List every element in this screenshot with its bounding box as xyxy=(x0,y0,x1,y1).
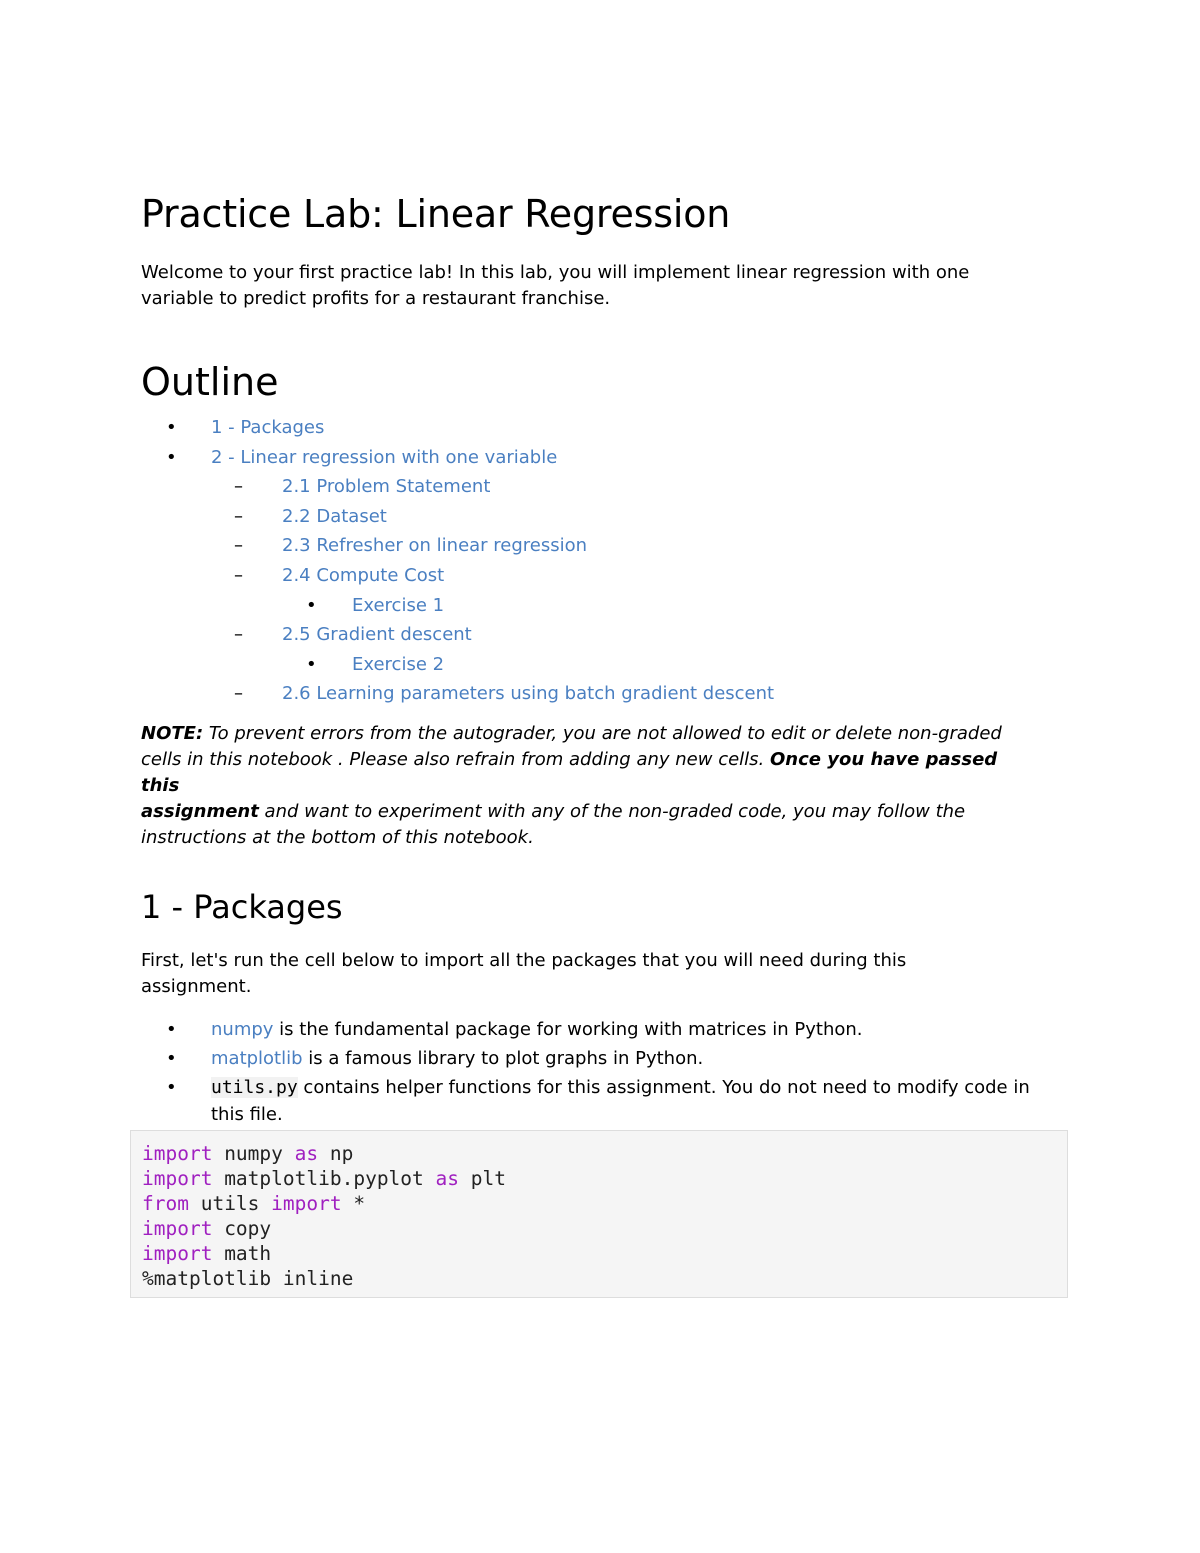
note-text-4: instructions at the bottom of this notebook. xyxy=(141,827,534,848)
bullet-icon: • xyxy=(306,653,317,675)
note-label: NOTE: xyxy=(141,723,204,744)
code-line xyxy=(142,1216,1067,1241)
outline-item xyxy=(141,591,1041,621)
bullet-icon: • xyxy=(166,417,177,438)
outline-item xyxy=(141,413,1041,443)
note-text-2: cells in this notebook . Please also refrain from adding any new cells. xyxy=(141,749,770,770)
dash-icon: – xyxy=(234,476,243,498)
code-line xyxy=(142,1191,1067,1216)
outline-link[interactable]: 2.5 Gradient descent xyxy=(282,624,472,646)
intro-line-2: variable to predict profits for a restaurant franchise. xyxy=(141,288,611,309)
dash-icon: – xyxy=(234,505,243,527)
intro-line-1: Welcome to your first practice lab! In this lab, you will implement linear regression with one xyxy=(141,262,970,283)
outline-link[interactable]: Exercise 1 xyxy=(352,594,445,616)
list-item xyxy=(141,1074,1041,1128)
code-keyword: from xyxy=(142,1192,189,1215)
outline-item xyxy=(141,443,1041,473)
bullet-icon: • xyxy=(166,446,177,468)
list-item xyxy=(141,1045,1041,1072)
note-bold-2: assignment xyxy=(141,801,259,822)
code-text: math xyxy=(212,1242,272,1265)
outline-item xyxy=(141,679,1041,709)
note-paragraph xyxy=(141,721,1041,851)
note-text-3: and want to experiment with any of the non-graded code, you may follow the xyxy=(258,801,966,822)
outline-item xyxy=(141,561,1041,591)
outline-list xyxy=(141,413,1041,709)
numpy-link[interactable]: numpy xyxy=(211,1019,274,1040)
note-bold-1: Once you have passed this xyxy=(141,749,998,796)
code-line xyxy=(142,1241,1067,1266)
outline-link[interactable]: 1 - Packages xyxy=(211,417,325,438)
outline-link[interactable]: Exercise 2 xyxy=(352,653,445,675)
outline-item xyxy=(141,650,1041,680)
outline-item xyxy=(141,620,1041,650)
note-text-1: To prevent errors from the autograder, you are not allowed to edit or delete non-graded xyxy=(203,723,1002,744)
bullet-icon: • xyxy=(166,1077,177,1098)
outline-item xyxy=(141,531,1041,561)
intro-paragraph xyxy=(141,260,1041,312)
code-text: plt xyxy=(459,1167,506,1190)
code-text: utils xyxy=(188,1192,272,1215)
packages-intro-2: assignment. xyxy=(141,976,252,997)
outline-link[interactable]: 2.6 Learning parameters using batch gradient descent xyxy=(282,683,775,705)
list-item-text: is a famous library to plot graphs in Python. xyxy=(302,1048,704,1069)
code-keyword: import xyxy=(142,1242,213,1265)
code-keyword: as xyxy=(435,1167,459,1190)
code-cell[interactable] xyxy=(130,1130,1068,1298)
list-item-text: contains helper functions for this assignment. You do not need to modify code in this file. xyxy=(211,1077,1030,1125)
code-text: * xyxy=(341,1192,366,1215)
outline-link[interactable]: 2.2 Dataset xyxy=(282,505,387,527)
outline-heading: Outline xyxy=(141,360,279,404)
outline-link[interactable]: 2.4 Compute Cost xyxy=(282,564,445,586)
bullet-icon: • xyxy=(166,1019,177,1040)
list-item-text: is the fundamental package for working with matrices in Python. xyxy=(273,1019,863,1040)
packages-intro xyxy=(141,948,1041,1000)
bullet-icon: • xyxy=(166,1048,177,1069)
code-text: matplotlib.pyplot xyxy=(212,1167,436,1190)
bullet-icon: • xyxy=(306,594,317,616)
code-keyword: import xyxy=(142,1217,213,1240)
section-heading-packages: 1 - Packages xyxy=(141,888,343,926)
code-line xyxy=(142,1166,1067,1191)
dash-icon: – xyxy=(234,624,243,646)
inline-code: utils.py xyxy=(211,1077,298,1098)
outline-link[interactable]: 2.1 Problem Statement xyxy=(282,476,491,498)
list-item xyxy=(141,1016,1041,1043)
dash-icon: – xyxy=(234,535,243,557)
outline-item xyxy=(141,502,1041,532)
code-text: copy xyxy=(212,1217,272,1240)
matplotlib-link[interactable]: matplotlib xyxy=(211,1048,303,1069)
code-keyword: as xyxy=(294,1142,319,1165)
outline-link[interactable]: 2 - Linear regression with one variable xyxy=(211,446,558,468)
code-line xyxy=(142,1141,1067,1166)
outline-link[interactable]: 2.3 Refresher on linear regression xyxy=(282,535,588,557)
code-line xyxy=(142,1266,1067,1291)
dash-icon: – xyxy=(234,683,243,705)
outline-item xyxy=(141,472,1041,502)
page-title: Practice Lab: Linear Regression xyxy=(141,192,731,236)
code-text: np xyxy=(318,1142,354,1165)
code-keyword: import xyxy=(142,1167,213,1190)
packages-list xyxy=(141,1016,1041,1130)
code-keyword: import xyxy=(271,1192,342,1215)
code-text: %matplotlib inline xyxy=(142,1267,354,1290)
dash-icon: – xyxy=(234,564,243,586)
packages-intro-1: First, let's run the cell below to import all the packages that you will need during this xyxy=(141,950,907,971)
code-keyword: import xyxy=(142,1142,213,1165)
code-text: numpy xyxy=(212,1142,295,1165)
